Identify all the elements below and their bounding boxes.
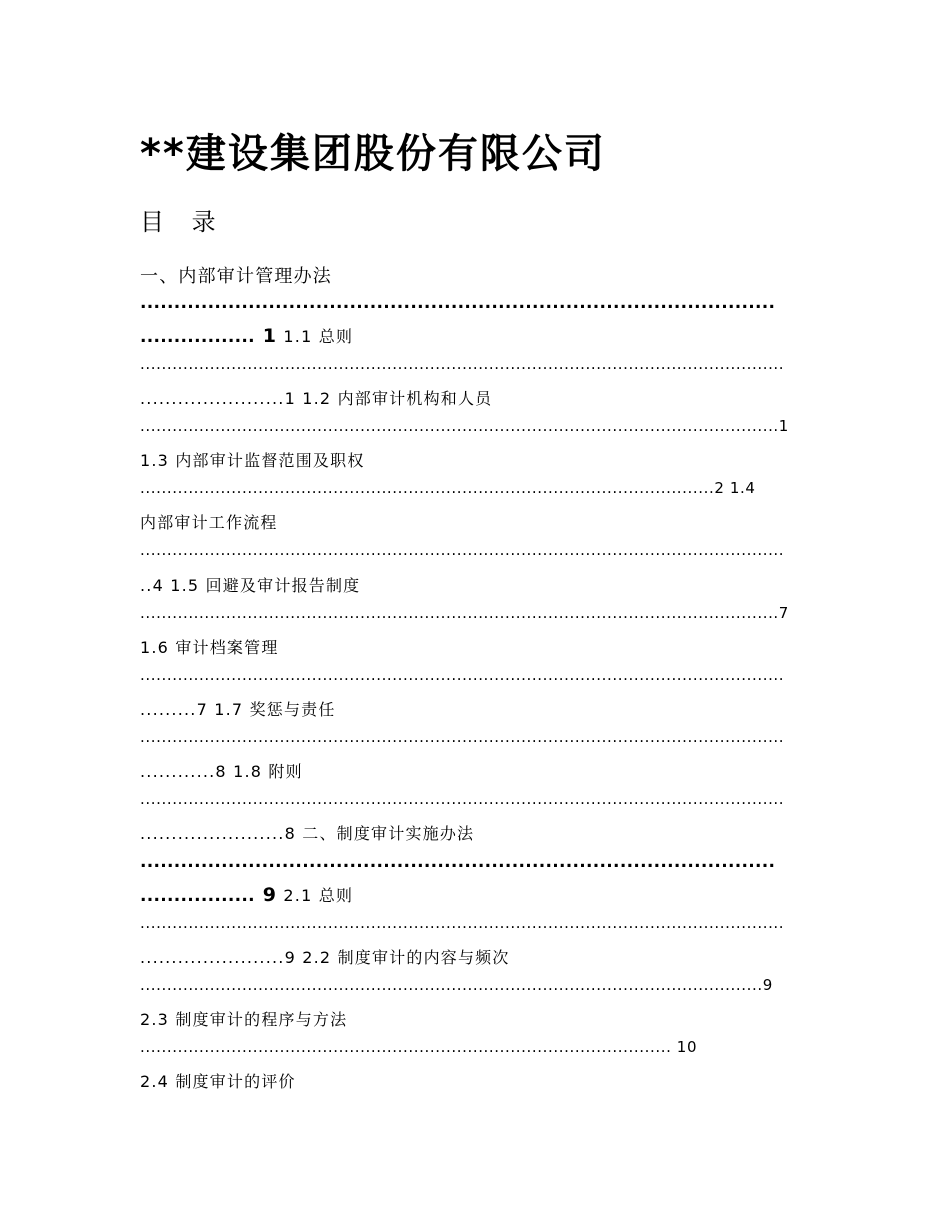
- toc-page-number: 1: [254, 325, 278, 348]
- toc-line: .........7 1.7 奖惩与责任: [140, 699, 336, 719]
- toc-leader-dots: .................: [140, 327, 255, 348]
- toc-line: .......................9 2.2 制度审计的内容与频次: [140, 948, 510, 968]
- toc-line: ........................................................................................................................: [140, 789, 785, 808]
- toc-line: ................................................................................................... 10: [140, 1038, 698, 1057]
- toc-line: ........................................................................................................................: [140, 727, 785, 746]
- toc-line: ............8 1.8 附则: [140, 761, 303, 781]
- toc-line: 2.3 制度审计的程序与方法: [140, 1010, 348, 1030]
- toc-line: ..............................................................................................: [140, 851, 776, 872]
- toc-line: ........................................................................................................................: [140, 914, 785, 933]
- toc-line: 1.3 内部审计监督范围及职权: [140, 451, 365, 471]
- toc-line: .......................................................................................................................1: [140, 417, 789, 436]
- toc-line: .......................................................................................................................7: [140, 603, 789, 622]
- document-title: **建设集团股份有限公司: [140, 131, 606, 177]
- toc-line: [140, 324, 812, 352]
- toc-entry-label: 1.1 总则: [277, 327, 354, 347]
- toc-line: 1.6 审计档案管理: [140, 637, 279, 657]
- toc-line: ........................................................................................................................: [140, 355, 785, 374]
- toc-heading: 目 录: [140, 208, 226, 236]
- toc-line: .......................1 1.2 内部审计机构和人员: [140, 389, 493, 409]
- toc-line: 2.4 制度审计的评价: [140, 1072, 296, 1092]
- toc-entry-label: 2.1 总则: [277, 886, 354, 905]
- toc-page-number: 9: [254, 884, 278, 906]
- toc-line: [140, 883, 812, 911]
- toc-line: ..............................................................................................: [140, 293, 776, 314]
- toc-line: ...........................................................................................................2 1.4: [140, 479, 756, 498]
- toc-line: .......................8 二、制度审计实施办法: [140, 823, 475, 843]
- toc-line: ....................................................................................................................9: [140, 976, 773, 995]
- toc-line: 一、内部审计管理办法: [140, 266, 332, 287]
- toc-line: ........................................................................................................................: [140, 541, 785, 560]
- toc-line: ........................................................................................................................: [140, 665, 785, 684]
- toc-line: ..4 1.5 回避及审计报告制度: [140, 575, 361, 595]
- toc-leader-dots: .................: [140, 886, 255, 906]
- toc-line: 内部审计工作流程: [140, 513, 278, 533]
